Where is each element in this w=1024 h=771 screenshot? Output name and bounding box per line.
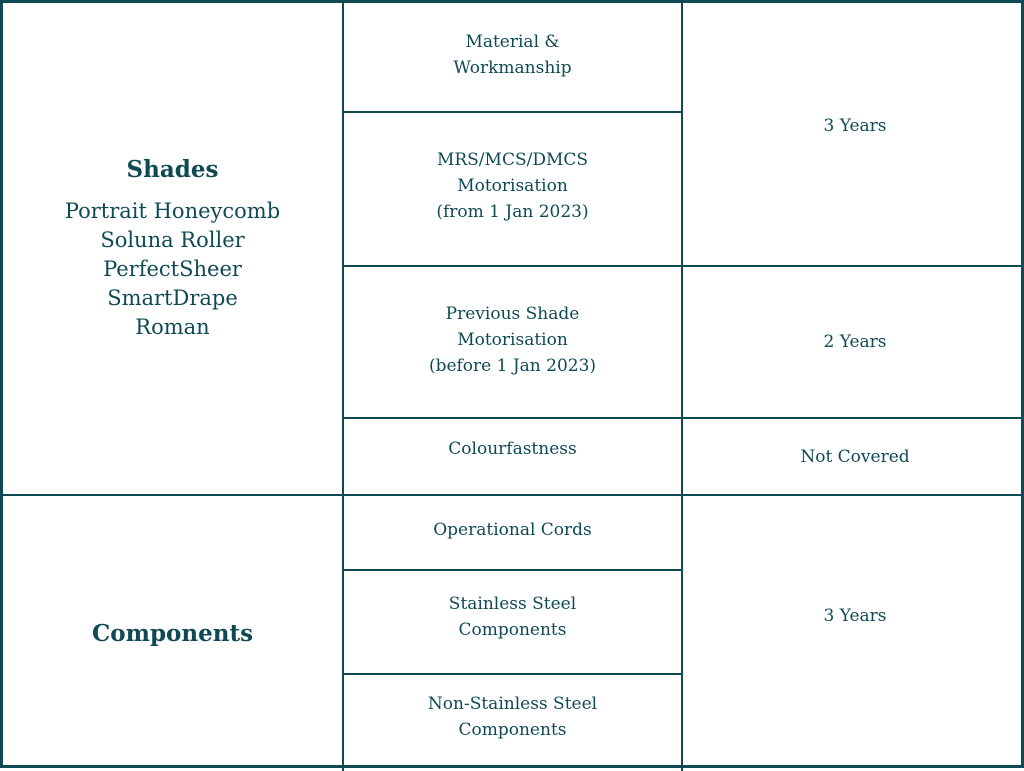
warranty-period: 3 Years — [823, 606, 887, 626]
coverage-line: Material & — [465, 32, 560, 52]
shades-cell — [3, 3, 342, 494]
coverage-line: Motorisation — [457, 330, 568, 350]
coverage-line: Workmanship — [453, 58, 572, 78]
components-cell — [3, 496, 342, 771]
coverage-line: MRS/MCS/DMCS — [436, 150, 589, 170]
shades-product-3: PerfectSheer — [103, 257, 242, 281]
coverage-line: (from 1 Jan 2023) — [436, 202, 589, 222]
coverage-colourfastness — [344, 419, 681, 494]
coverage-line: Colourfastness — [448, 439, 577, 459]
shades-product-2: Soluna Roller — [100, 228, 245, 252]
coverage-line: Components — [458, 620, 567, 640]
coverage-non-stainless-steel — [344, 675, 681, 771]
coverage-previous-motorisation — [344, 267, 681, 417]
coverage-line: Components — [458, 720, 567, 740]
coverage-line: Stainless Steel — [448, 594, 577, 614]
warranty-shades-main — [683, 3, 1024, 265]
coverage-material-workmanship — [344, 29, 681, 85]
coverage-stainless-steel — [344, 571, 681, 673]
coverage-line: Motorisation — [457, 176, 568, 196]
coverage-operational-cords — [344, 496, 681, 569]
warranty-period: 2 Years — [823, 332, 887, 352]
warranty-period: Not Covered — [800, 446, 910, 467]
components-title: Components — [91, 619, 254, 647]
warranty-period: 3 Years — [823, 116, 887, 136]
coverage-line: Operational Cords — [433, 520, 592, 540]
shades-title: Shades — [126, 156, 219, 183]
warranty-components — [683, 496, 1024, 771]
warranty-colourfastness — [683, 419, 1024, 494]
shades-product-1: Portrait Honeycomb — [64, 199, 281, 223]
shades-product-5: Roman — [135, 315, 210, 339]
coverage-line: (before 1 Jan 2023) — [428, 356, 597, 376]
coverage-line: Previous Shade — [445, 304, 580, 324]
warranty-previous-motorisation — [683, 267, 1024, 417]
shades-product-4: SmartDrape — [107, 286, 238, 310]
coverage-mrs-motorisation — [344, 113, 681, 265]
coverage-line: Non-Stainless Steel — [427, 694, 598, 714]
